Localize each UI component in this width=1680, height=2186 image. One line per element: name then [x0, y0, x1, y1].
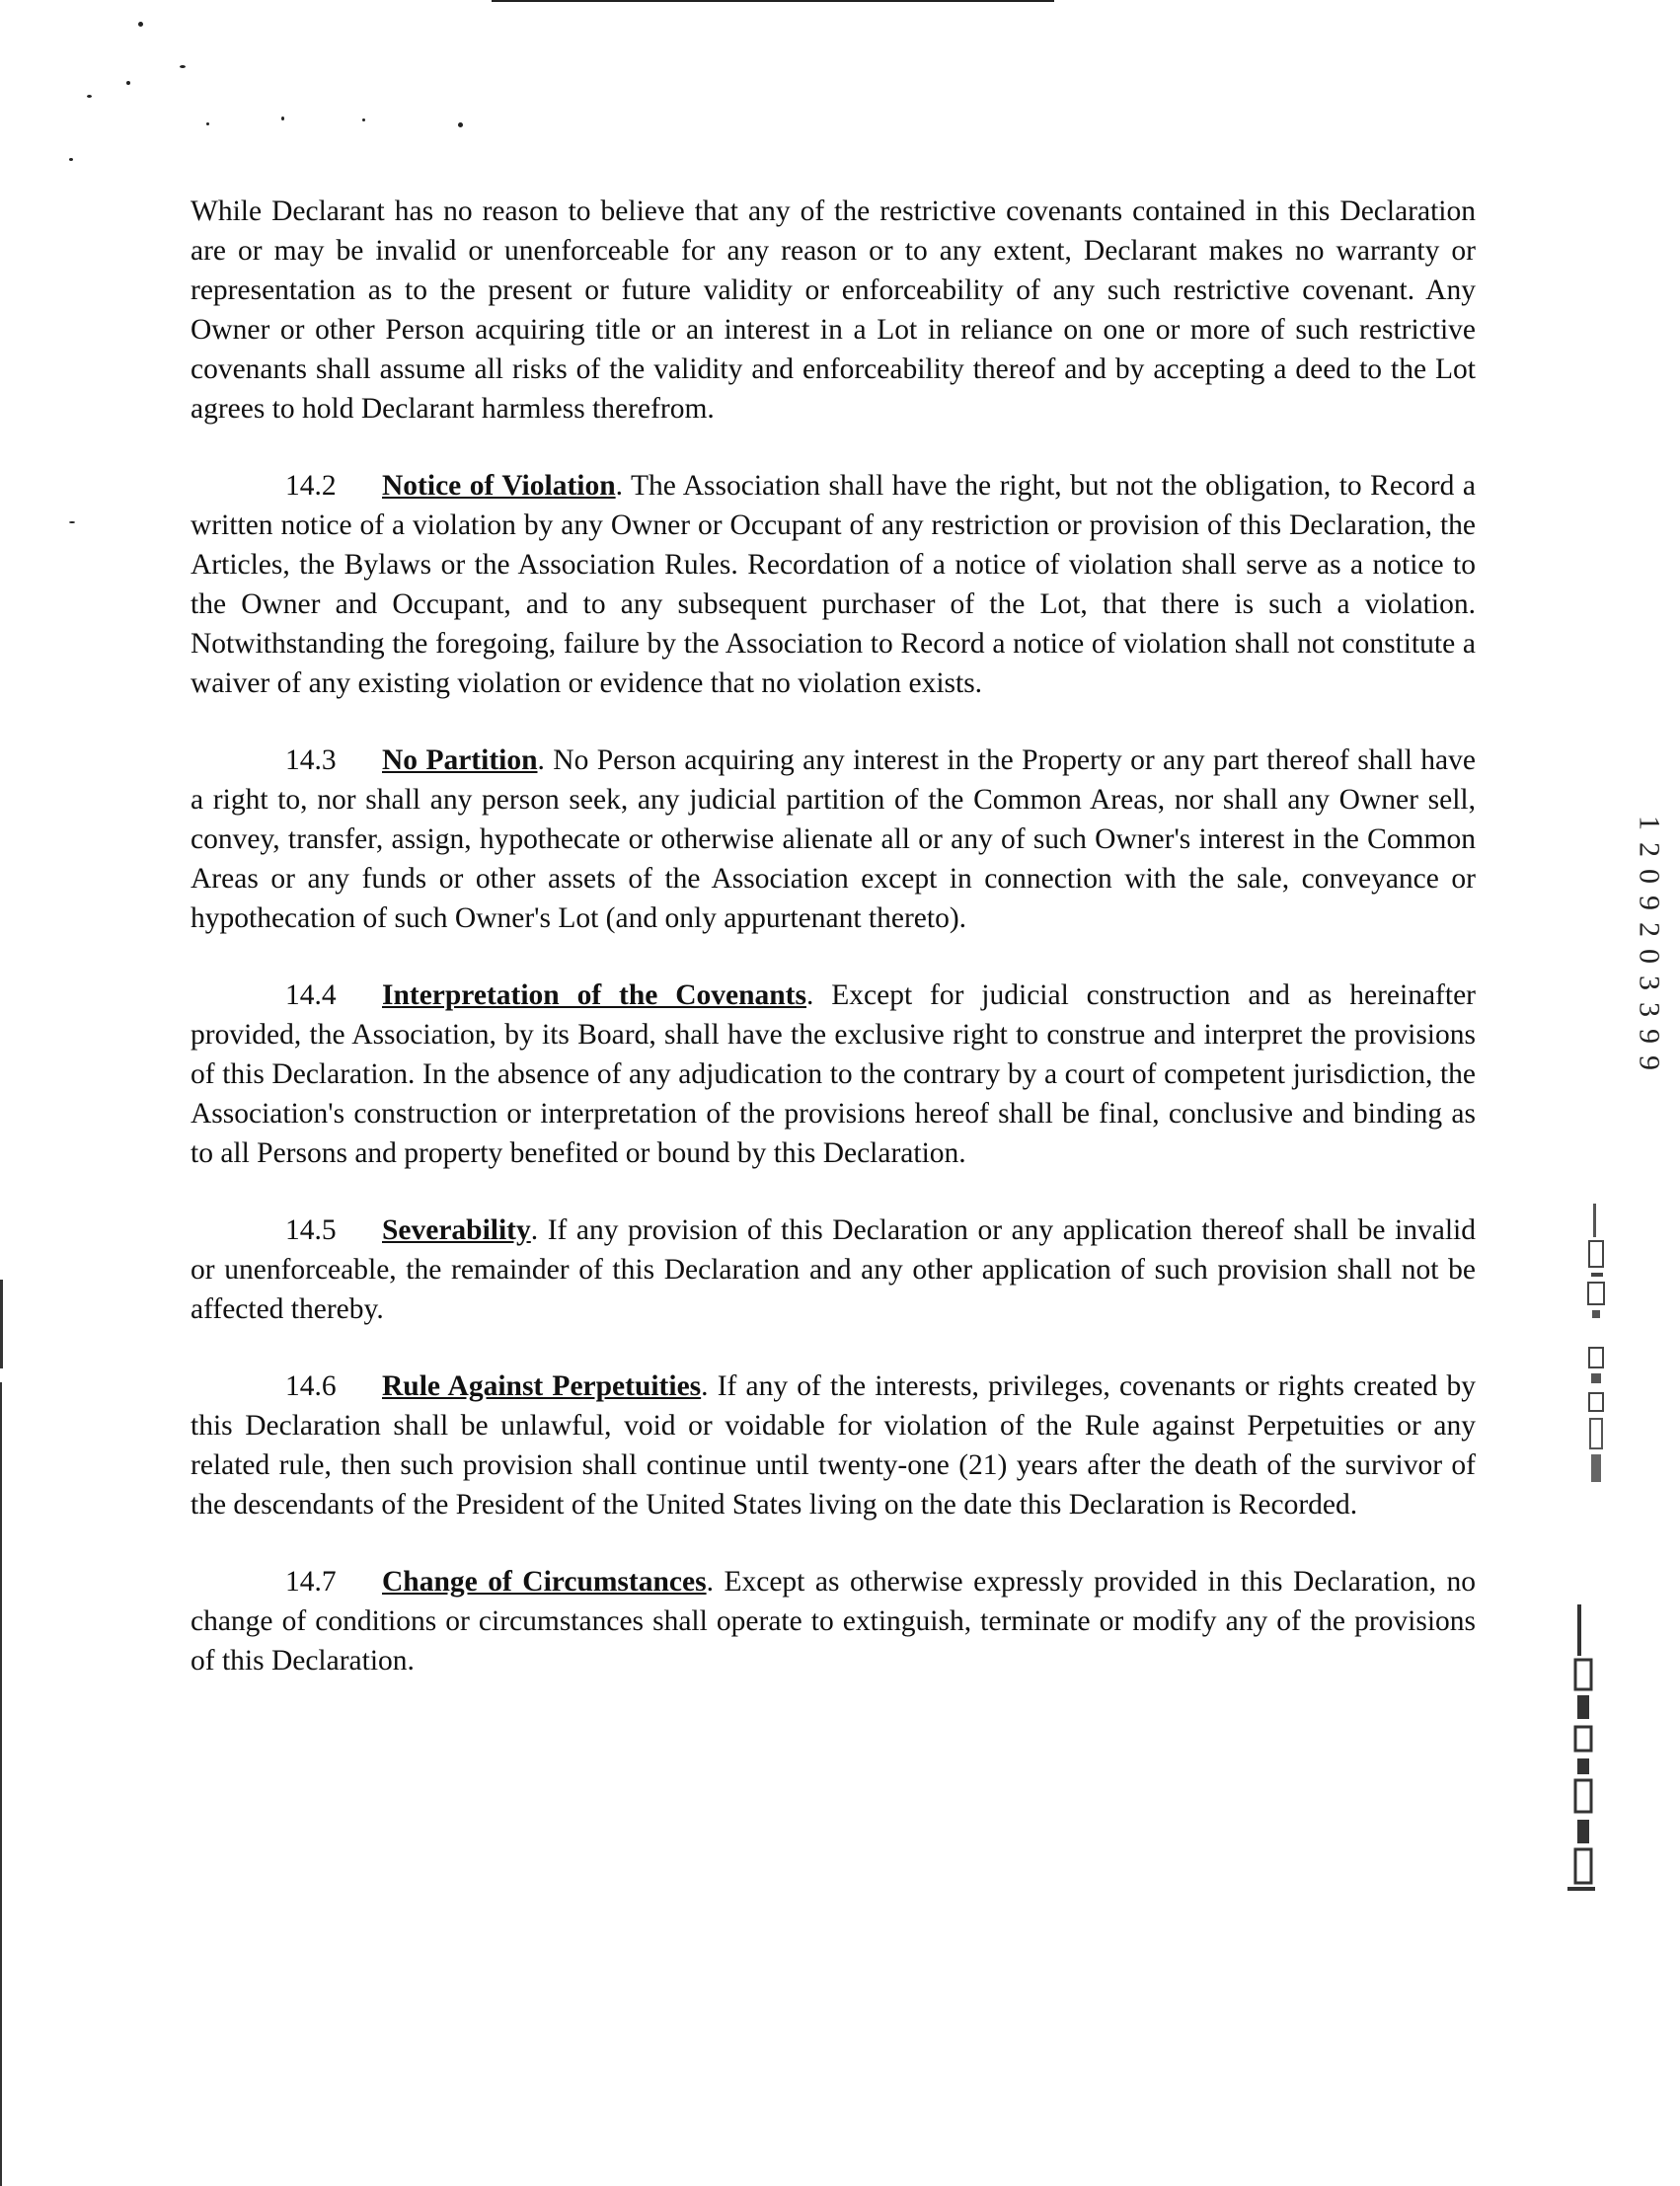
section-text: The Association shall have the right, but not the obligation, to Record a written notice of a violation by any Owner or Occupant of any restriction or provision of this Declaration, the Articles, the Bylaws or the Association Rules. Recordation of a notice of violation shall serve as a notice to the Owner and Occupant, and to any subsequent purchaser of the Lot, that there is such a violation. Notwithstanding the foregoing, failure by the Association to Record a notice of violation shall not constitute a waiver of any existing violation or evidence that no violation exists. [191, 470, 1476, 699]
section-text: If any of the interests, privileges, covenants or rights created by this Declaration shall be unlawful, void or voidable for violation of the Rule against Perpetuities or any related rule, then such provision shall continue until twenty-one (21) years after the death of the survivor of the descendants of the President of the United States living on the date this Declaration is Recorded. [191, 1370, 1476, 1521]
recording-digit: 9 [1633, 1055, 1666, 1070]
recorder-stamp-upper [1579, 1200, 1613, 1496]
scan-speck [87, 95, 92, 98]
section-heading: Notice of Violation [382, 470, 616, 502]
recorder-stamp-lower [1565, 1604, 1599, 1906]
document-body [191, 192, 1476, 1718]
top-edge-rule [492, 0, 1054, 2]
section-14-2: 14.2 Notice of Violation. The Association shall have the right, but not the obligation, to Record a written notice of a violation by any Owner or Occupant of any restriction or provision of this Declaration, the Articles, the Bylaws or the Association Rules. Recordation of a notice of violation shall serve as a notice to the Owner and Occupant, and to any subsequent purchaser of the Lot, that there is such a violation. Notwithstanding the foregoing, failure by the Association to Record a notice of violation shall not constitute a waiver of any existing violation or evidence that no violation exists. [191, 466, 1476, 703]
section-number: 14.4 [285, 979, 337, 1011]
intro-paragraph: While Declarant has no reason to believe that any of the restrictive covenants contained in this Declaration are or may be invalid or unenforceable for any reason or to any extent, Declarant makes no warranty or representation as to the present or future validity or enforceability of any such restrictive covenant. Any Owner or other Person acquiring title or an interest in a Lot in reliance on one or more of such restrictive covenants shall assume all risks of the validity and enforceability thereof and by accepting a deed to the Lot agrees to hold Declarant harmless therefrom. [191, 195, 1476, 425]
section-heading: Interpretation of the Covenants [382, 979, 806, 1011]
scan-speck [281, 117, 284, 120]
left-edge-mark [0, 1382, 2, 2186]
section-14-3: 14.3 No Partition. No Person acquiring any interest in the Property or any part thereof shall have a right to, nor shall any person seek, any judicial partition of the Common Areas, nor shall any Owner sell, convey, transfer, assign, hypothecate or otherwise alienate all or any of such Owner's interest in the Common Areas or any funds or other assets of the Association except in connection with the sale, conveyance or hypothecation of such Owner's Lot (and only appurtenant thereto). [191, 741, 1476, 938]
scan-speck [69, 521, 75, 523]
recording-digit: 2 [1633, 842, 1666, 857]
scan-speck [362, 118, 365, 121]
scan-speck [69, 158, 73, 161]
section-number: 14.7 [285, 1566, 337, 1598]
stamp-mark [1565, 1604, 1599, 1906]
section-heading: Rule Against Perpetuities [382, 1370, 702, 1402]
recording-digit: 9 [1633, 1029, 1666, 1044]
section-text: Except as otherwise expressly provided in this Declaration, no change of conditions or circumstances shall operate to extinguish, terminate or modify any of the provisions of this Declaration. [191, 1566, 1477, 1677]
section-number: 14.3 [285, 744, 337, 776]
stamp-mark [1579, 1200, 1613, 1496]
recording-digit: 1 [1633, 816, 1666, 830]
recording-digit: 0 [1633, 949, 1666, 964]
section-number: 14.5 [285, 1214, 337, 1246]
section-14-6: 14.6 Rule Against Perpetuities. If any of the interests, privileges, covenants or rights created by this Declaration shall be unlawful, void or voidable for violation of the Rule against Perpetuities or any related rule, then such provision shall continue until twenty-one (21) years after the death of the survivor of the descendants of the President of the United States living on the date this Declaration is Recorded. [191, 1366, 1476, 1524]
section-number: 14.2 [285, 470, 337, 502]
section-number: 14.6 [285, 1370, 337, 1402]
scan-speck [206, 122, 209, 125]
recording-digit: 9 [1633, 896, 1666, 910]
recording-digit: 2 [1633, 922, 1666, 937]
section-14-4: 14.4 Interpretation of the Covenants. Except for judicial construction and as hereinafter provided, the Association, by its Board, shall have the exclusive right to construe and interpret the provisions of this Declaration. In the absence of any adjudication to the contrary by a court of competent jurisdiction, the Association's construction or interpretation of the provisions hereof shall be final, conclusive and binding as to all Persons and property benefited or bound by this Declaration. [191, 976, 1476, 1173]
recording-digit: 3 [1633, 1002, 1666, 1017]
section-14-5: 14.5 Severability. If any provision of this Declaration or any application thereof shall be invalid or unenforceable, the remainder of this Declaration and any other application of such provision shall not be affected thereby. [191, 1210, 1476, 1329]
section-heading: Severability [382, 1214, 531, 1246]
section-14-7: 14.7 Change of Circumstances. Except as otherwise expressly provided in this Declaration, no change of conditions or circumstances shall operate to extinguish, terminate or modify any of the provisions of this Declaration. [191, 1562, 1476, 1680]
left-edge-mark [0, 1280, 3, 1368]
section-text: Except for judicial construction and as hereinafter provided, the Association, by its Board, shall have the exclusive right to construe and interpret the provisions of this Declaration. In the absence of any adjudication to the contrary by a court of competent jurisdiction, the Association's construction or interpretation of the provisions hereof shall be final, conclusive and binding as to all Persons and property benefited or bound by this Declaration. [191, 979, 1476, 1169]
side-recording-number [1635, 810, 1664, 1076]
recording-digit: 0 [1633, 869, 1666, 884]
section-heading: No Partition [382, 744, 538, 776]
scan-speck [138, 22, 143, 27]
scan-speck [458, 122, 463, 127]
section-text: If any provision of this Declaration or any application thereof shall be invalid or unenforceable, the remainder of this Declaration and any other application of such provision shall not be affected thereby. [191, 1214, 1476, 1325]
scan-speck [180, 65, 186, 68]
recording-digit: 3 [1633, 976, 1666, 990]
scan-speck [126, 81, 130, 85]
section-text: No Person acquiring any interest in the Property or any part thereof shall have a right to, nor shall any person seek, any judicial partition of the Common Areas, nor shall any Owner sell, convey, transfer, assign, hypothecate or otherwise alienate all or any of such Owner's interest in the Common Areas or any funds or other assets of the Association except in connection with the sale, conveyance or hypothecation of such Owner's Lot (and only appurtenant thereto). [191, 744, 1476, 934]
section-heading: Change of Circumstances [382, 1566, 707, 1598]
